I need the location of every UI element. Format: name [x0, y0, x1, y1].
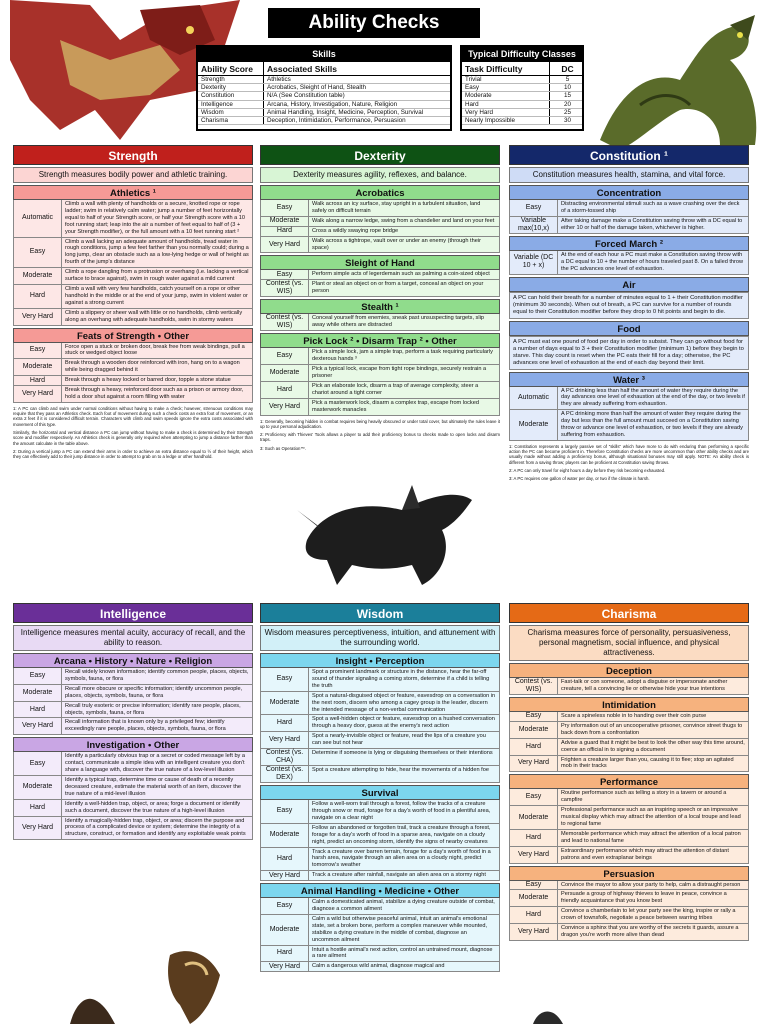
table-row — [260, 871, 500, 881]
table-row — [260, 898, 500, 915]
task-description: Spot a natural-disguised object or feature, eavesdrop on a conversation in the next room, discern who among a cagey group is the leader, discern the intended message of a non-verbal communication — [312, 692, 496, 713]
difficulty-label: Contest (vs. WIS) — [510, 678, 558, 694]
task-description: Calm a wild but otherwise peaceful animal, intuit an animal's emotional state, set a broken bone, perform a complex maneuver while mounted, stabilize a dying creature in the middle of combat, diagnose an uncommon ailment — [312, 915, 488, 943]
section-title: Acrobatics — [260, 185, 500, 200]
footnote: Similarly, the horizontal and vertical distance a PC can jump without having to make a check is determined by their Strength score and modifier respectively. An Athletics check is generally only required when attempting to jump a distance farther than the amount calculate in the table above. — [13, 430, 253, 446]
difficulty-label: Automatic — [14, 200, 62, 237]
table-row — [260, 270, 500, 280]
task-description: Routine performance such as telling a story in a tavern or around a campfire — [561, 790, 727, 804]
task-description: Climb a wall with very few handholds, catch yourself on a rope or other handhold in the middle or at the end of your jump, swim in violent water or against a strong current — [65, 285, 248, 306]
difficulty-table-header: Typical Difficulty Classes — [462, 47, 582, 62]
table-row — [198, 76, 450, 84]
table-row — [13, 685, 253, 702]
table-row — [462, 76, 582, 84]
task-description: Track a creature over barren terrain, forage for a day's worth of food in a harsh area, navigate through an alien area on a cloudy night, predict tomorrow's weather — [312, 848, 491, 869]
table-row — [13, 668, 253, 685]
task-description: Climb a wall lacking an adequate amount of handholds, tread water in rough conditions, jump a few feet farther than you normally could; during a long jump, clear an obstacle such as a low-lying hedge or wall of height as fourth of the jump's distance — [65, 238, 249, 266]
table-row — [462, 109, 582, 117]
task-description: Walk across a tightrope, vault over or under an enemy (through their space) — [312, 237, 481, 251]
table-row — [509, 890, 749, 907]
footnote: 2: During a vertical jump a PC can extend their arms in order to achieve an extra distance equal to ½ of their height, which they can effectively add to their jump distance in order to attempt to grab on to a ledge or other handhold. — [13, 448, 253, 460]
table-row — [198, 92, 450, 100]
table-row — [462, 84, 582, 92]
task-description: A PC drinking less than half the amount of water they require during the day advances one level of exhaustion at the end of the day, or two levels if they are already suffering from exhaustion. — [561, 387, 745, 408]
wisdom-column — [260, 603, 500, 1024]
section-title: Feats of Strength • Other — [13, 328, 253, 343]
table-row — [260, 200, 500, 217]
table-cell: 15 — [563, 92, 571, 100]
section-title: Air — [509, 277, 749, 292]
difficulty-label: Easy — [510, 200, 558, 216]
table-row — [260, 382, 500, 399]
task-description: Recall information that is known only by a privileged few; identify exceedingly rare people, places, objects, symbols, fauna, or flora — [65, 719, 226, 733]
section-title: Food — [509, 321, 749, 336]
difficulty-label: Hard — [261, 848, 309, 871]
difficulty-label: Very Hard — [14, 817, 62, 840]
table-row — [13, 343, 253, 360]
table-row — [260, 732, 500, 749]
section-title: Water ³ — [509, 372, 749, 387]
difficulty-label: Variable (DC 10 + x) — [510, 251, 558, 274]
table-cell: Easy — [462, 84, 550, 91]
table-cell: Very Hard — [462, 109, 550, 116]
difficulty-label: Hard — [14, 376, 62, 385]
task-description: Plant or steal an object on or from a target, conceal an object on your person — [312, 281, 484, 295]
task-description: Convince the mayor to allow your party to help, calm a distraught person — [561, 881, 741, 888]
table-row — [13, 702, 253, 719]
difficulty-label: Contest (vs. CHA) — [261, 749, 309, 765]
difficulty-label: Easy — [14, 752, 62, 775]
difficulty-label: Very Hard — [14, 718, 62, 734]
difficulty-label: Easy — [261, 898, 309, 914]
table-row — [260, 800, 500, 824]
difficulty-label: Easy — [261, 270, 309, 279]
table-cell: 30 — [563, 116, 571, 124]
table-row — [509, 217, 749, 234]
difficulty-label: Easy — [14, 343, 62, 359]
table-row — [462, 92, 582, 100]
difficulty-label: Easy — [261, 200, 309, 216]
table-row — [260, 946, 500, 963]
strength-column — [13, 145, 253, 565]
difficulty-label: Moderate — [14, 359, 62, 375]
table-cell: Intelligence — [198, 101, 264, 108]
table-row — [509, 881, 749, 891]
difficulty-label: Contest (vs. DEX) — [261, 766, 309, 782]
task-description: Memorable performance which may attract the attention of a local patron and lead to national fame — [561, 830, 741, 844]
difficulty-label: Hard — [261, 382, 309, 398]
task-description: Recall widely known information; identify common people, places, objects, symbols, fauna, or flora — [65, 669, 249, 682]
table-row — [260, 715, 500, 732]
constitution-header: Constitution ¹ — [509, 145, 749, 165]
difficulty-label: Moderate — [510, 890, 558, 906]
charisma-header: Charisma — [509, 603, 749, 623]
difficulty-label: Moderate — [14, 776, 62, 799]
difficulty-label: Moderate — [261, 915, 309, 945]
difficulty-label: Hard — [14, 285, 62, 308]
task-description: Identify a typical trap, determine time or cause of death of a recently deceased creature, estimate the material worth of an item, discover the true nature of a mid-level illusion — [65, 776, 241, 797]
difficulty-label: Easy — [14, 668, 62, 684]
task-description: Cross a wildly swaying rope bridge — [312, 227, 399, 234]
table-row — [509, 756, 749, 773]
section-title: Survival — [260, 785, 500, 800]
section-text: A PC can hold their breath for a number of minutes equal to 1 + their Constitution modifier (minimum 30 seconds). When out of breath, a PC can survive for a number of rounds equal to their Constitution modifier before they drop to 0 hit points and begin to die. — [509, 292, 749, 319]
table-row — [509, 830, 749, 847]
table-cell: Nearly Impossible — [462, 117, 550, 124]
table-cell: Constitution — [198, 92, 264, 99]
constitution-description: Constitution measures health, stamina, and vital force. — [509, 167, 749, 183]
task-description: Advise a guard that it might be best to look the other way this time around, coerce an official in to signing a document — [561, 739, 745, 753]
intelligence-header: Intelligence — [13, 603, 253, 623]
strength-description: Strength measures bodily power and athletic training. — [13, 167, 253, 183]
difficulty-table — [460, 45, 584, 131]
charisma-column — [509, 603, 749, 998]
table-row — [13, 718, 253, 735]
difficulty-label: Moderate — [510, 410, 558, 440]
footnote: 2: A PC can only travel for eight hours a day before they risk becoming exhausted. — [509, 468, 666, 474]
table-row — [198, 101, 450, 109]
table-row — [13, 309, 253, 326]
difficulty-label: Very Hard — [261, 732, 309, 748]
table-cell: Hard — [462, 101, 550, 108]
footnote: 3: Such as Operation™. — [260, 445, 306, 451]
table-row — [13, 285, 253, 309]
black-creature-illustration — [292, 470, 482, 590]
difficulty-label: Hard — [14, 800, 62, 816]
task-description: Extraordinary performance which may attract the attention of distant patrons and even extraplanar beings — [561, 847, 729, 861]
constitution-column — [509, 145, 749, 570]
task-description: Recall more obscure or specific information; identify uncommon people, places, objects, symbols, fauna, or flora — [65, 685, 243, 699]
charisma-description: Charisma measures force of personality, persuasiveness, personal magnetism, social influence, and physical attractiveness. — [509, 625, 749, 661]
difficulty-label: Moderate — [261, 217, 309, 226]
table-cell: Arcana, History, Investigation, Nature, Religion — [267, 100, 398, 108]
difficulty-label: Moderate — [14, 268, 62, 284]
table-cell: N/A (See Constitution table) — [267, 92, 345, 100]
table-row — [509, 251, 749, 275]
col-dc: DC — [561, 64, 574, 74]
table-cell: Athletics — [267, 76, 291, 83]
table-cell: Moderate — [462, 92, 550, 99]
section-title: Stealth ¹ — [260, 299, 500, 314]
section-title: Performance — [509, 774, 749, 789]
table-cell: Charisma — [198, 117, 264, 124]
table-cell: 5 — [565, 76, 570, 83]
table-row — [509, 410, 749, 441]
table-row — [509, 847, 749, 864]
strength-header: Strength — [13, 145, 253, 165]
table-row — [13, 200, 253, 238]
table-row — [509, 789, 749, 806]
section-title: Intimidation — [509, 697, 749, 712]
difficulty-label: Very Hard — [14, 309, 62, 325]
task-description: Spot a well-hidden object or feature, eavesdrop on a hushed conversation through a heavy door, guess at the enemy's next action — [312, 716, 495, 730]
footnote: 1: A PC can climb and swim under normal conditions without having to make a check; however, strenuous conditions may require that they pass an Athletics check. Each foot of movement during such a check costs an extra foot of movement, or an extra 2 feet if it is considered difficult terrain. Characters with climb and swim speeds ignore the extra costs associated with movement of this type. — [13, 405, 253, 427]
table-row — [462, 101, 582, 109]
table-row — [260, 237, 500, 254]
task-description: Convince a sphinx that you are worthy of the secrets it guards, assure a dragon you're worth more alive than dead — [561, 925, 739, 938]
table-row — [13, 800, 253, 817]
task-description: Pry information out of an uncooperative prisoner, convince street thugs to back down from a confrontation — [561, 722, 743, 736]
difficulty-label: Easy — [510, 712, 558, 721]
dexterity-column — [260, 145, 500, 465]
wisdom-description: Wisdom measures perceptiveness, intuition, and attunement with the surrounding world. — [260, 625, 500, 651]
table-row — [509, 907, 749, 924]
task-description: Professional performance such as an inspiring speech or an impressive musical display which may attract the attention of a local troupe and lead to regional fame — [561, 807, 741, 827]
difficulty-label: Very Hard — [14, 386, 62, 402]
difficulty-label: Moderate — [261, 692, 309, 715]
task-description: Walk along a narrow ledge, swing from a chandelier and land on your feet — [312, 217, 495, 224]
table-row — [260, 749, 500, 766]
difficulty-label: Moderate — [261, 824, 309, 847]
difficulty-label: Easy — [510, 881, 558, 890]
task-description: After taking damage make a Constitution saving throw with a DC equal to either 10 or half of the damage taken, whichever is higher. — [561, 217, 743, 231]
difficulty-label: Easy — [261, 668, 309, 691]
difficulty-label: Easy — [510, 789, 558, 805]
section-title: Sleight of Hand — [260, 255, 500, 270]
task-description: Conceal yourself from enemies, sneak past unsuspecting targets, slip away while others are distracted — [312, 315, 484, 329]
task-description: Spot a nearly-invisible object or feature, read the lips of a creature you can see but not hear — [312, 733, 486, 747]
difficulty-label: Very Hard — [261, 962, 309, 971]
wisdom-header: Wisdom — [260, 603, 500, 623]
task-description: Recall truly esoteric or precise information; identify rare people, places, objects, symbols, fauna, or flora — [65, 702, 241, 716]
difficulty-label: Contest (vs. WIS) — [261, 314, 309, 330]
task-description: Fast-talk or con someone, adopt a disguise or impersonate another creature, tell a convincing lie or otherwise hide your true intentions — [561, 679, 728, 692]
table-cell: 25 — [563, 108, 571, 116]
task-description: Climb a rope dangling from a protrusion or overhang (i.e. lacking a vertical surface to brace against), swim in rough water against a mild current — [65, 269, 249, 283]
table-row — [260, 962, 500, 972]
difficulty-label: Very Hard — [261, 399, 309, 415]
difficulty-label: Hard — [510, 739, 558, 755]
figure-illustration — [528, 1005, 568, 1024]
table-row — [260, 365, 500, 382]
table-row — [13, 376, 253, 386]
section-text: A PC must eat one pound of food per day in order to subsist. They can go without food for a number of days equal to 3 + their Constitution modifier (minimum 1) before they begin to starve. This day count is reset when the PC eats their fill for a day; otherwise, the PC advances one level of exhaustion at the end of each day beyond their limit. — [509, 336, 749, 370]
table-cell: Trivial — [462, 76, 550, 83]
task-description: Climb a wall with plenty of handholds or a secure, knotted rope or rope ladder; swim in relatively calm water; jump a number of feet horizontally equal to half of your Strength score, or half your Strength score with a 10 foot running start; leap into the air a number of feet equal to half of (3 + your Strength modifier), or the full amount with a 10 feet running start ² — [65, 201, 246, 235]
difficulty-label: Contest (vs. WIS) — [261, 280, 309, 296]
difficulty-label: Very Hard — [510, 847, 558, 863]
section-title: Pick Lock ² • Disarm Trap ² • Other — [260, 333, 500, 348]
table-row — [13, 386, 253, 403]
table-cell: Animal Handling, Insight, Medicine, Perception, Survival — [267, 108, 424, 116]
difficulty-label: Very Hard — [510, 924, 558, 940]
difficulty-label: Moderate — [510, 806, 558, 829]
section-title: Concentration — [509, 185, 749, 200]
intelligence-column — [13, 603, 253, 893]
task-description: Pick a simple lock, jam a simple trap, perform a task requiring particularly dexterous hands ³ — [312, 349, 493, 363]
table-row — [260, 217, 500, 227]
task-description: Pick a masterwork lock, disarm a complex trap, escape from locked masterwork manacles — [312, 399, 479, 413]
page-title: Ability Checks — [268, 8, 480, 38]
task-description: Follow a well-worn trail through a forest, follow the tracks of a creature through snow or mud, forage for a day's worth of food in a plentiful area, navigate on a clear night — [312, 801, 491, 821]
footnote: 3: A PC requires one gallon of water per day, or two if the climate is harsh. — [509, 476, 650, 482]
table-row — [509, 387, 749, 411]
difficulty-label: Easy — [261, 800, 309, 823]
task-description: Calm a dangerous wild animal, diagnose magical and — [312, 963, 445, 970]
difficulty-label: Moderate — [14, 685, 62, 701]
task-description: Break through a heavy, reinforced door such as a prison or armory door, hold a door shut against a room filling with water — [65, 387, 244, 400]
dexterity-description: Dexterity measures agility, reflexes, and balance. — [260, 167, 500, 183]
table-cell: Strength — [198, 76, 264, 83]
task-description: Persuade a group of highway thieves to leave in peace, convince a friendly acquaintance that you know best — [561, 891, 727, 905]
task-description: Scare a spineless noble in to handing over their coin purse — [561, 713, 707, 719]
skills-table — [196, 45, 452, 131]
table-cell: Wisdom — [198, 109, 264, 116]
table-row — [13, 238, 253, 269]
col-associated-skills: Associated Skills — [267, 64, 337, 74]
table-row — [260, 227, 500, 237]
skills-table-subheader — [198, 62, 450, 76]
table-row — [198, 109, 450, 117]
table-cell: Acrobatics, Sleight of Hand, Stealth — [267, 84, 367, 92]
section-title: Animal Handling • Medicine • Other — [260, 883, 500, 898]
section-title: Forced March ² — [509, 236, 749, 251]
section-title: Persuasion — [509, 866, 749, 881]
table-row — [198, 117, 450, 125]
table-cell: 10 — [563, 84, 571, 92]
table-cell: Deception, Intimidation, Performance, Persuasion — [267, 116, 406, 124]
table-row — [260, 314, 500, 331]
section-title: Investigation • Other — [13, 737, 253, 752]
task-description: Pick an elaborate lock, disarm a trap of average complexity, steer a chariot around a tight corner — [312, 382, 479, 396]
table-row — [260, 280, 500, 297]
difficulty-label: Automatic — [510, 387, 558, 410]
skills-table-header: Skills — [198, 47, 450, 62]
task-description: Spot a creature attempting to hide, hear the movements of a hidden foe — [312, 767, 489, 774]
green-dragon-illustration — [580, 10, 768, 150]
table-cell: 20 — [563, 100, 571, 108]
task-description: Identify a well-hidden trap, object, or area; forge a document or identify such a document, discover the true nature of a high-level illusion — [65, 800, 241, 814]
task-description: Pick a typical lock, escape from tight rope bindings, securely restrain a prisoner — [312, 366, 487, 380]
task-description: Identify a particularly obvious trap or a secret or coded message left by a contact, communicate a simple idea with an intelligent creature you don't share a language with, discover the true nature of a low-level illusion — [65, 753, 246, 774]
difficulty-label: Very Hard — [261, 237, 309, 253]
task-description: Determine if someone is lying or disguising themselves or their intentions — [312, 750, 493, 757]
footnote: 2: Proficiency with Thieves' Tools allows a player to add their proficiency bonus to checks made to open locks and disarm traps. — [260, 432, 500, 443]
task-description: Break through a heavy locked or barred door, topple a stone statue — [65, 377, 231, 384]
table-row — [509, 924, 749, 941]
section-title: Arcana • History • Nature • Religion — [13, 653, 253, 668]
difficulty-label: Hard — [261, 715, 309, 731]
difficulty-label: Hard — [14, 702, 62, 718]
difficulty-label: Hard — [261, 227, 309, 236]
task-description: Force open a stuck or broken door, break free from weak bindings, pull a stuck or wedged object loose — [65, 343, 245, 357]
difficulty-label: Hard — [261, 946, 309, 962]
section-title: Deception — [509, 663, 749, 678]
table-row — [509, 712, 749, 722]
task-description: Follow an abandoned or forgotten trail, track a creature through a forest, forage for a day's worth of food in a sparse area, navigate on a cloudy night, predict an oncoming storm, identify the signs of nearby creatures — [312, 824, 491, 845]
intelligence-description: Intelligence measures mental acuity, accuracy of recall, and the ability to reason. — [13, 625, 253, 651]
table-row — [509, 806, 749, 830]
table-row — [509, 739, 749, 756]
table-row — [509, 678, 749, 695]
task-description: Frighten a creature larger than you, causing it to flee; stop an agitated mob in their tracks — [561, 756, 734, 770]
task-description: Break through a wooden door reinforced with iron, hang on to a wagon while being dragged behind it — [65, 360, 240, 374]
difficulty-label: Moderate — [261, 365, 309, 381]
dexterity-header: Dexterity — [260, 145, 500, 165]
task-description: Convince a chamberlain to let your party see the king, inspire or rally a crown of townsfolk, negotiate a peace between warring tribes — [561, 908, 736, 922]
difficulty-label: Easy — [14, 238, 62, 268]
griffon-illustration — [165, 945, 225, 1024]
col-ability-score: Ability Score — [198, 62, 264, 75]
task-description: Distracting environmental stimuli such as a wave crashing over the deck of a storm-tossed ship — [561, 201, 740, 214]
difficulty-label: Variable max(10,x) — [510, 217, 558, 233]
table-row — [260, 915, 500, 946]
table-row — [260, 668, 500, 692]
task-description: A PC drinking more than half the amount of water they require during the day but less than the full amount must succeed on a Constitution saving throw or advance one level of exhaustion, or two levels if they are already suffering from exhaustion. — [561, 411, 743, 438]
footnote: 1: Constitution represents a largely passive set of "skills" which have more to do with enduring than performing a specific action the PC can become proficient in. Therefore Constitution checks are more uncommon than other ability checks and are usually made without adding a proficiency bonus, although situational bonuses may still apply. NOTE: An ability check is different from a saving throw; players can be proficient at Constitution saving throws. — [509, 443, 749, 465]
table-row — [509, 722, 749, 739]
difficulty-label: Easy — [261, 348, 309, 364]
section-title: Insight • Perception — [260, 653, 500, 668]
task-description: Spot a prominent landmark or structure in the distance, hear the far-off sound of thunder signaling a coming storm, determine if a child is telling the truth — [312, 669, 490, 689]
table-row — [13, 817, 253, 841]
table-row — [260, 848, 500, 872]
table-row — [260, 824, 500, 848]
table-row — [260, 692, 500, 716]
table-row — [13, 752, 253, 776]
task-description: Intuit a hostile animal's next action, control an untrained mount, diagnose a rare ailment — [312, 946, 493, 960]
table-row — [260, 766, 500, 783]
footnote: 1: Generally, becoming hidden in combat requires being heavily obscured or under total cover, but ultimately the rules leave it up to your personal adjudication. — [260, 418, 500, 429]
task-description: Track a creature after rainfall, navigate an alien area on a stormy night — [312, 872, 486, 879]
table-row — [13, 359, 253, 376]
task-description: Perform simple acts of legerdemain such as palming a coin-sized object — [312, 271, 490, 278]
table-row — [260, 399, 500, 416]
table-row — [13, 776, 253, 800]
task-description: Calm a domesticated animal, stabilize a dying creature outside of combat, diagnose a common ailment — [312, 899, 495, 913]
table-row — [462, 117, 582, 125]
difficulty-label: Very Hard — [510, 756, 558, 772]
difficulty-label: Moderate — [510, 722, 558, 738]
table-row — [260, 348, 500, 365]
table-row — [509, 200, 749, 217]
col-task-difficulty: Task Difficulty — [462, 62, 550, 75]
task-description: Identify a magically-hidden trap, object, or area; discern the purpose and process of a complicated device or system; determine the integrity of a structure, construct, or formation and identify any exploitable weak points — [65, 817, 246, 838]
task-description: At the end of each hour a PC must make a Constitution saving throw with a DC equal to 10 + the number of hours traveled past 8. On a failed throw the PC advances one level of exhaustion. — [561, 251, 744, 272]
difficulty-table-subheader — [462, 62, 582, 76]
table-row — [13, 268, 253, 285]
warrior-illustration — [60, 995, 120, 1024]
difficulty-label: Hard — [510, 907, 558, 923]
table-cell: Dexterity — [198, 84, 264, 91]
task-description: Climb a slippery or sheer wall with little or no handholds, climb vertically along an overhang with adequate handholds, swim in stormy waters — [65, 309, 243, 323]
table-row — [198, 84, 450, 92]
difficulty-label: Hard — [510, 830, 558, 846]
section-title: Athletics ¹ — [13, 185, 253, 200]
task-description: Walk across an icy surface, stay upright in a turbulent situation, land safely on difficult terrain — [312, 201, 481, 214]
difficulty-label: Very Hard — [261, 871, 309, 880]
